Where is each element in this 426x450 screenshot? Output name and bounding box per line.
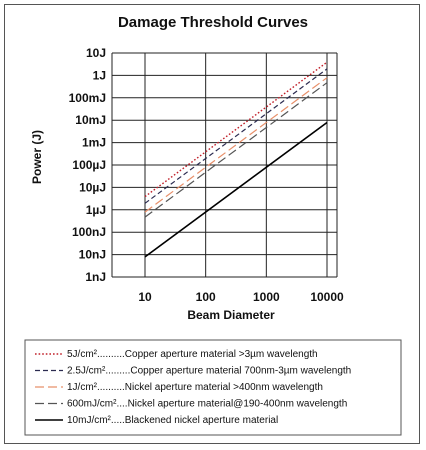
x-tick-label: 1000 [252, 290, 280, 304]
y-tick-label: 1µJ [85, 202, 106, 217]
y-tick-label: 100mJ [68, 90, 106, 105]
y-tick-label: 10mJ [75, 113, 106, 128]
x-tick-label: 100 [195, 290, 216, 304]
series-line-2 [145, 69, 327, 203]
series-line-4 [145, 83, 327, 217]
legend-entry-2: 2.5J/cm².........Copper aperture material 700nm-3µm wavelength [67, 365, 352, 377]
y-tick-label: 10J [85, 46, 106, 60]
y-tick-label: 100µJ [72, 158, 106, 172]
series-lines [145, 62, 327, 257]
y-tick-label: 100nJ [71, 225, 106, 240]
y-axis-label: Power (J) [30, 129, 44, 185]
x-tick-label: 10 [138, 290, 152, 304]
x-axis-label: Beam Diameter [187, 308, 275, 322]
legend-entry-5: 10mJ/cm².....Blackened nickel aperture material [67, 415, 279, 426]
chart-title: Damage Threshold Curves [117, 14, 309, 31]
y-tick-label: 1nJ [85, 270, 106, 284]
x-tick-label: 10000 [310, 290, 344, 304]
y-tick-label: 10µJ [79, 180, 106, 195]
x-tick-labels [138, 290, 344, 304]
y-tick-label: 10nJ [78, 247, 106, 262]
y-tick-label: 1mJ [81, 135, 106, 150]
legend-entry-4: 600mJ/cm²....Nickel aperture material@190-400nm wavelength [67, 398, 348, 410]
y-tick-labels [69, 46, 106, 284]
legend-entry-1: 5J/cm²..........Copper aperture material >3µm wavelength [67, 349, 318, 360]
legend-entry-3: 1J/cm²..........Nickel aperture material >400nm wavelength [67, 382, 323, 393]
y-tick-label: 1J [92, 68, 106, 83]
series-line-1 [145, 62, 327, 196]
damage-threshold-chart [5, 5, 421, 445]
figure-frame [4, 4, 420, 444]
